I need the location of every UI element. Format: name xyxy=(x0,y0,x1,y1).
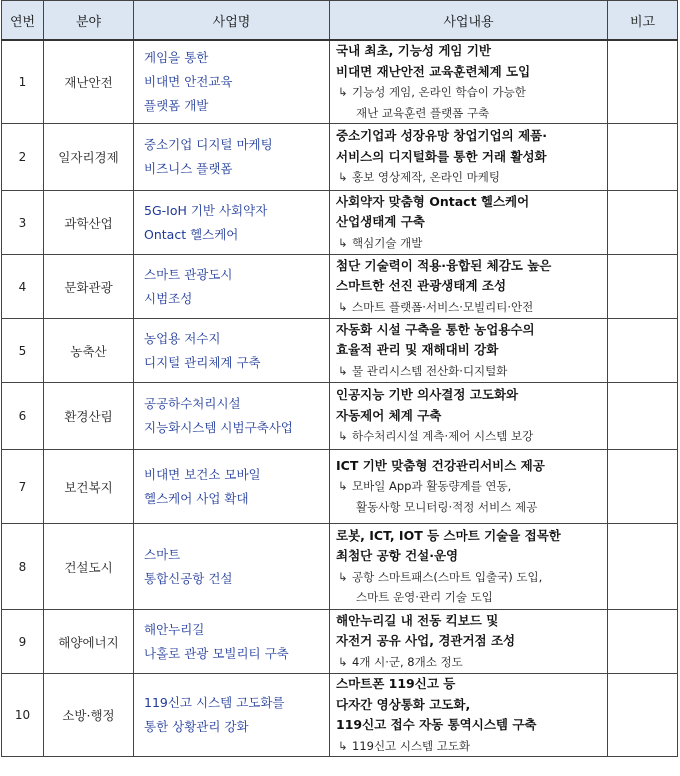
project-name-line: 119신고 시스템 고도화를 xyxy=(144,695,285,710)
row-field: 건설도시 xyxy=(44,524,134,610)
project-name-line: 시범조성 xyxy=(144,290,193,306)
project-name-line: 지능화시스템 시범구축사업 xyxy=(144,420,293,435)
row-number: 6 xyxy=(2,383,44,450)
content-main-line: 산업생태계 구축 xyxy=(336,214,425,230)
table-row xyxy=(2,255,678,319)
header-field: 분야 xyxy=(44,1,134,41)
row-project-name xyxy=(134,610,330,674)
content-main-line: 자전거 공유 사업, 경관거점 조성 xyxy=(336,633,516,649)
row-number: 10 xyxy=(2,674,44,757)
row-project-content xyxy=(330,524,608,610)
content-main-line: 국내 최초, 기능성 게임 기반 xyxy=(336,43,491,58)
row-field: 과학산업 xyxy=(44,191,134,255)
content-sub-line xyxy=(336,476,607,497)
sub-arrow-icon: ↳ xyxy=(338,363,348,378)
project-name-line: 플랫폼 개발 xyxy=(144,98,209,113)
content-sub-text: 스마트 플랫폼·서비스·모빌리티·안전 xyxy=(352,299,534,314)
row-number: 2 xyxy=(2,124,44,191)
content-main-line: 해안누리길 내 전동 킥보드 및 xyxy=(336,612,499,628)
sub-arrow-icon: ↳ xyxy=(338,738,348,753)
row-field: 환경산림 xyxy=(44,383,134,450)
project-name-line: 스마트 관광도시 xyxy=(144,266,233,282)
project-name-line: 공공하수처리시설 xyxy=(144,396,241,411)
row-field: 일자리경제 xyxy=(44,124,134,191)
header-note: 비고 xyxy=(608,1,678,41)
row-project-content xyxy=(330,319,608,383)
project-name-line: 통한 상황관리 강화 xyxy=(144,719,249,734)
project-name-line: 통합신공항 건설 xyxy=(144,570,233,586)
row-project-name xyxy=(134,191,330,255)
project-name-line: 5G-IoH 기반 사회약자 xyxy=(144,202,268,218)
content-sub-line xyxy=(336,82,607,103)
sub-arrow-icon: ↳ xyxy=(338,85,348,99)
content-sub-text: 핵심기술 개발 xyxy=(352,235,423,250)
content-main-line: 스마트폰 119신고 등 xyxy=(336,676,456,691)
table-row xyxy=(2,450,678,524)
row-number: 4 xyxy=(2,255,44,319)
content-sub-text: 모바일 App과 활동량계를 연동, xyxy=(352,479,512,494)
row-project-content xyxy=(330,383,608,450)
row-number: 5 xyxy=(2,319,44,383)
header-no: 연번 xyxy=(2,1,44,41)
row-project-name xyxy=(134,450,330,524)
content-main-line: 중소기업과 성장유망 창업기업의 제품· xyxy=(336,128,548,144)
project-name-line: 농업용 저수지 xyxy=(144,330,221,346)
content-main-line: 로봇, ICT, IOT 등 스마트 기술을 접목한 xyxy=(336,527,561,543)
row-note xyxy=(608,610,678,674)
row-project-content xyxy=(330,191,608,255)
content-sub-line xyxy=(336,233,607,254)
row-field: 보건복지 xyxy=(44,450,134,524)
row-number: 3 xyxy=(2,191,44,255)
content-sub-text: 물 관리시스템 전산화·디지털화 xyxy=(352,363,508,378)
content-main-line: 사회약자 맞춤형 Ontact 헬스케어 xyxy=(336,193,530,209)
project-table xyxy=(1,0,678,757)
row-number: 9 xyxy=(2,610,44,674)
content-sub-line: 재난 교육훈련 플랫폼 구축 xyxy=(356,105,490,120)
row-project-name xyxy=(134,524,330,610)
row-field: 해양에너지 xyxy=(44,610,134,674)
sub-arrow-icon: ↳ xyxy=(338,569,348,584)
table-row xyxy=(2,124,678,191)
row-project-name xyxy=(134,124,330,191)
row-project-content xyxy=(330,255,608,319)
table-row xyxy=(2,40,678,124)
content-main-line: ICT 기반 맞춤형 건강관리서비스 제공 xyxy=(336,457,545,473)
sub-arrow-icon: ↳ xyxy=(338,235,348,250)
content-main-line: 비대면 재난안전 교육훈련체계 도입 xyxy=(336,63,531,79)
row-project-content xyxy=(330,610,608,674)
row-number: 1 xyxy=(2,40,44,124)
table-row xyxy=(2,524,678,610)
content-sub-line xyxy=(336,297,607,318)
row-project-name xyxy=(134,319,330,383)
content-sub-line: 활동사항 모니터링·적정 서비스 제공 xyxy=(356,499,538,514)
content-main-line: 최첨단 공항 건설·운영 xyxy=(336,548,459,563)
content-sub-text: 119신고 시스템 고도화 xyxy=(352,738,471,753)
content-main-line: 인공지능 기반 의사결정 고도화와 xyxy=(336,387,519,403)
row-note xyxy=(608,674,678,757)
row-number: 7 xyxy=(2,450,44,524)
table-row xyxy=(2,674,678,757)
project-name-line: 비즈니스 플랫폼 xyxy=(144,161,233,176)
sub-arrow-icon: ↳ xyxy=(338,429,348,444)
content-main-line: 자동제어 체계 구축 xyxy=(336,407,442,423)
content-main-line: 첨단 기술력이 적용·융합된 체감도 높은 xyxy=(336,257,552,273)
content-sub-line xyxy=(336,167,607,188)
project-name-line: 비대면 보건소 모바일 xyxy=(144,466,261,482)
row-project-content xyxy=(330,450,608,524)
row-project-content xyxy=(330,40,608,124)
table-row xyxy=(2,191,678,255)
project-name-line: Ontact 헬스케어 xyxy=(144,226,239,242)
row-field: 재난안전 xyxy=(44,40,134,124)
content-main-line: 스마트한 선진 관광생태계 조성 xyxy=(336,278,507,294)
header-project-name: 사업명 xyxy=(134,1,330,41)
content-main-line: 서비스의 디지털화를 통한 거래 활성화 xyxy=(336,148,547,164)
row-project-name xyxy=(134,674,330,757)
content-main-line: 다자간 영상통화 고도화, xyxy=(336,696,471,712)
project-name-line: 비대면 안전교육 xyxy=(144,74,233,89)
sub-arrow-icon: ↳ xyxy=(338,299,348,314)
project-name-line: 디지털 관리체계 구축 xyxy=(144,354,261,370)
header-project-content: 사업내용 xyxy=(330,1,608,41)
row-note xyxy=(608,255,678,319)
row-note xyxy=(608,524,678,610)
content-sub-line xyxy=(336,361,607,382)
row-note xyxy=(608,450,678,524)
content-sub-line xyxy=(336,426,607,447)
row-field: 문화관광 xyxy=(44,255,134,319)
project-name-line: 스마트 xyxy=(144,546,181,562)
row-note xyxy=(608,191,678,255)
content-main-line: 119신고 접수 자동 통역시스템 구축 xyxy=(336,717,537,732)
content-sub-text: 4개 시·군, 8개소 정도 xyxy=(352,654,463,669)
table-row xyxy=(2,383,678,450)
project-name-line: 게임을 통한 xyxy=(144,50,209,65)
sub-arrow-icon: ↳ xyxy=(338,654,348,669)
row-project-name xyxy=(134,40,330,124)
content-sub-text: 공항 스마트패스(스마트 입출국) 도입, xyxy=(352,569,543,584)
row-note xyxy=(608,319,678,383)
table-row xyxy=(2,610,678,674)
row-project-content xyxy=(330,124,608,191)
content-sub-line xyxy=(336,736,607,757)
content-sub-line xyxy=(336,567,607,588)
row-note xyxy=(608,40,678,124)
content-sub-line xyxy=(336,652,607,673)
row-field: 농축산 xyxy=(44,319,134,383)
row-note xyxy=(608,383,678,450)
row-project-name xyxy=(134,383,330,450)
content-sub-text: 기능성 게임, 온라인 학습이 가능한 xyxy=(352,85,526,99)
project-name-line: 헬스케어 사업 확대 xyxy=(144,490,249,506)
content-sub-text: 홍보 영상제작, 온라인 마케팅 xyxy=(352,170,500,185)
row-project-content xyxy=(330,674,608,757)
sub-arrow-icon: ↳ xyxy=(338,479,348,494)
content-main-line: 효율적 관리 및 재해대비 강화 xyxy=(336,342,499,358)
sub-arrow-icon: ↳ xyxy=(338,170,348,185)
content-main-line: 자동화 시설 구축을 통한 농업용수의 xyxy=(336,321,535,337)
content-sub-text: 하수처리시설 계측·제어 시스템 보강 xyxy=(352,429,534,444)
project-name-line: 해안누리길 xyxy=(144,621,205,637)
table-body xyxy=(2,40,678,757)
row-project-name xyxy=(134,255,330,319)
row-number: 8 xyxy=(2,524,44,610)
row-note xyxy=(608,124,678,191)
project-name-line: 나홀로 관광 모빌리티 구축 xyxy=(144,645,289,661)
header-row xyxy=(2,1,678,41)
content-sub-line: 스마트 운영·관리 기술 도입 xyxy=(356,590,493,604)
table-row xyxy=(2,319,678,383)
project-name-line: 중소기업 디지털 마케팅 xyxy=(144,137,273,152)
row-field: 소방·행정 xyxy=(44,674,134,757)
